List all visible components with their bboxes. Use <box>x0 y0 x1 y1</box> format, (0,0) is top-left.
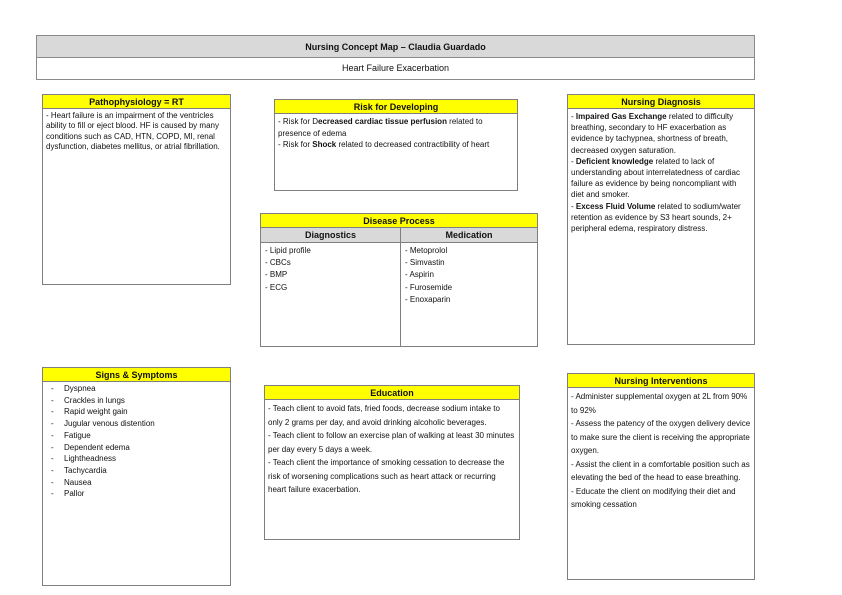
nursing-interventions-heading: Nursing Interventions <box>568 374 754 388</box>
diagnostic-item: - CBCs <box>265 258 291 268</box>
diagnostics-list <box>261 243 401 346</box>
education-list <box>265 400 519 499</box>
diagnostics-heading: Diagnostics <box>261 228 401 242</box>
page-subtitle: Heart Failure Exacerbation <box>37 58 754 79</box>
risk-item: - Risk for Decreased cardiac tissue perfusion related to presence of edema <box>278 117 483 138</box>
symptom-item: - Dyspnea <box>51 384 96 393</box>
pathophysiology-box <box>42 94 231 285</box>
nursing-diagnosis-box <box>567 94 755 345</box>
medication-item: - Enoxaparin <box>405 294 451 304</box>
medication-heading: Medication <box>445 230 493 240</box>
signs-symptoms-list <box>43 382 230 501</box>
intervention-item: - Assist the client in a comfortable position such as elevating the bed of the head to ease breathing. <box>571 459 750 482</box>
education-heading: Education <box>265 386 519 400</box>
pathophysiology-heading: Pathophysiology = RT <box>43 95 230 109</box>
medication-item: - Simvastin <box>405 258 445 268</box>
symptom-item: - Lightheadness <box>51 454 117 464</box>
disease-process-subheader <box>261 228 537 243</box>
diagnosis-item: - Impaired Gas Exchange related to difficulty breathing, secondary to HF exacerbation as evidence by tachypnea, shortness of breath, decreased oxygen saturation. <box>571 112 734 155</box>
disease-process-heading: Disease Process <box>261 214 537 228</box>
risk-list <box>275 114 517 153</box>
risk-item: - Risk for Shock related to decreased contractibility of heart <box>278 140 490 149</box>
risk-heading: Risk for Developing <box>275 100 517 114</box>
signs-symptoms-heading: Signs & Symptoms <box>43 368 230 382</box>
education-item: - Teach client to follow an exercise plan of walking at least 30 minutes per day every 5 days a week. <box>268 431 515 454</box>
symptom-item: - Nausea <box>51 477 92 487</box>
education-item: - Teach client the importance of smoking cessation to decrease the risk of worsening complications such as heart attack or recurring heart failure exacerbation. <box>268 458 505 494</box>
symptom-item: - Dependent edema <box>51 442 130 452</box>
title-box <box>36 35 755 80</box>
pathophysiology-text: - Heart failure is an impairment of the ventricles ability to fill or eject blood. HF is caused by many conditions such as CAD, HTN, COPD, MI, renal dysfunction, diabetes mellitus, or atrial fibrillation. <box>46 111 220 152</box>
medication-list <box>401 243 537 346</box>
symptom-item: - Jugular venous distention <box>51 419 155 429</box>
symptom-item: - Fatigue <box>51 430 91 440</box>
intervention-item: - Administer supplemental oxygen at 2L from 90% to 92% <box>571 392 748 415</box>
education-item: - Teach client to avoid fats, fried foods, decrease sodium intake to only 2 grams per day, and avoid drinking alcoholic beverages. <box>268 404 500 427</box>
page-title: Nursing Concept Map – Claudia Guardado <box>37 36 754 58</box>
diagnostic-item: - BMP <box>265 270 288 280</box>
nursing-diagnosis-heading: Nursing Diagnosis <box>568 95 754 109</box>
disease-process-box <box>260 213 538 347</box>
diagnosis-item: - Deficient knowledge related to lack of understanding about interrelatedness of cardiac failure as evidence by being noncompliant with diet and smoker. <box>571 156 740 200</box>
medication-item: - Furosemide <box>405 282 453 292</box>
diagnostic-item: - ECG <box>265 282 288 292</box>
risk-box <box>274 99 518 191</box>
signs-symptoms-box <box>42 367 231 586</box>
nursing-interventions-box <box>567 373 755 580</box>
nursing-diagnosis-list <box>568 109 754 236</box>
education-box <box>264 385 520 540</box>
symptom-item: - Rapid weight gain <box>51 407 128 417</box>
symptom-item: - Crackles in lungs <box>51 395 125 405</box>
diagnosis-item: - Excess Fluid Volume related to sodium/water retention as evidence by S3 heart sounds, 2+ peripheral edema, respiratory distress. <box>571 201 741 234</box>
medication-item: - Aspirin <box>405 270 434 280</box>
intervention-item: - Assess the patency of the oxygen delivery device to make sure the client is receiving the appropriate oxygen. <box>571 419 751 455</box>
intervention-item: - Educate the client on modifying their diet and smoking cessation <box>571 486 736 509</box>
medication-item: - Metoprolol <box>405 246 448 255</box>
disease-process-columns <box>261 243 537 346</box>
symptom-item: - Pallor <box>51 489 85 499</box>
diagnostic-item: - Lipid profile <box>265 246 311 255</box>
symptom-item: - Tachycardia <box>51 465 107 475</box>
nursing-interventions-list <box>568 388 754 514</box>
